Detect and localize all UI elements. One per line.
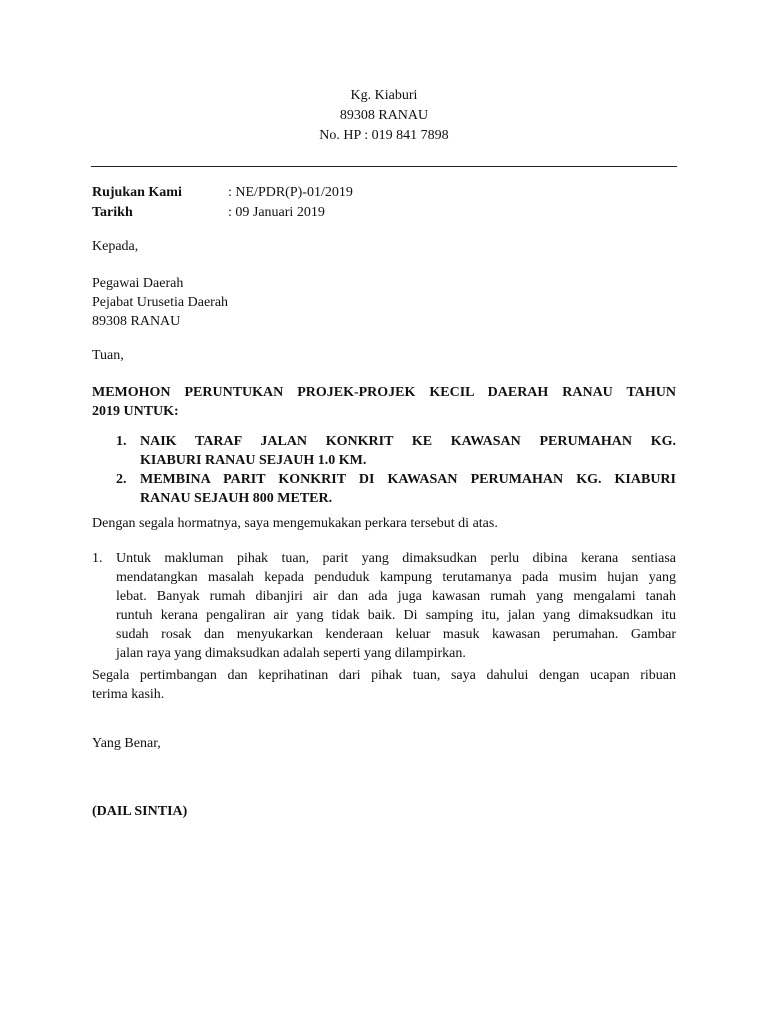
date-value: : 09 Januari 2019 — [228, 205, 325, 220]
closing-paragraph — [92, 666, 676, 704]
closing-line-2: terima kasih. — [92, 687, 165, 702]
subject-item-number: 1. — [116, 434, 127, 449]
recipient-address — [92, 274, 676, 331]
reference-row — [92, 183, 676, 203]
recipient-title: Pegawai Daerah — [92, 276, 184, 291]
sign-off: Yang Benar, — [92, 736, 161, 751]
reference-block — [92, 183, 676, 223]
closing-line-1: Segala pertimbangan dan keprihatinan dari pihak tuan, saya dahului dengan ucapan ribuan — [92, 668, 676, 683]
sender-village: Kg. Kiaburi — [350, 88, 418, 103]
subject-item-line: MEMBINA PARIT KONKRIT DI KAWASAN PERUMAHAN KG. KIABURI — [140, 472, 676, 487]
date-row — [92, 203, 676, 223]
header-divider — [91, 166, 677, 167]
subject-heading — [92, 383, 676, 421]
sender-postcode-town: 89308 RANAU — [339, 108, 429, 123]
subject-item-line: NAIK TARAF JALAN KONKRIT KE KAWASAN PERUMAHAN KG. — [140, 434, 676, 449]
body-line: sudah rosak dan menyukarkan kenderaan keluar masuk kawasan perumahan. Gambar — [116, 627, 676, 642]
recipient-office: Pejabat Urusetia Daerah — [92, 295, 229, 310]
date-label: Tarikh — [92, 205, 133, 220]
body-point — [92, 549, 676, 663]
recipient-greeting: Kepada, — [92, 239, 139, 254]
signatory-name: (DAIL SINTIA) — [92, 804, 188, 819]
subject-list-item — [92, 432, 676, 470]
body-point-number: 1. — [92, 551, 103, 566]
intro-paragraph: Dengan segala hormatnya, saya mengemukakan perkara tersebut di atas. — [92, 516, 498, 531]
sender-phone: No. HP : 019 841 7898 — [319, 128, 449, 143]
body-line: Untuk makluman pihak tuan, parit yang dimaksudkan perlu dibina kerana sentiasa — [116, 551, 676, 566]
subject-item-line: KIABURI RANAU SEJAUH 1.0 KM. — [140, 453, 367, 468]
body-line: runtuh kerana pengaliran air yang tidak baik. Di samping itu, jalan yang dimaksudkan itu — [116, 608, 676, 623]
reference-value: : NE/PDR(P)-01/2019 — [228, 185, 353, 200]
body-line: mendatangkan masalah kepada penduduk kampung terutamanya pada musim hujan yang — [116, 570, 676, 585]
subject-item-line: RANAU SEJAUH 800 METER. — [140, 491, 333, 506]
subject-line-1: MEMOHON PERUNTUKAN PROJEK-PROJEK KECIL DAERAH RANAU TAHUN — [92, 385, 676, 400]
body-line: jalan raya yang dimaksudkan adalah seperti yang dilampirkan. — [116, 646, 466, 661]
recipient-postcode-town: 89308 RANAU — [92, 314, 181, 329]
subject-list-item — [92, 470, 676, 508]
body-line: lebat. Banyak rumah dibanjiri air dan ada juga kawasan rumah yang mengalami tanah — [116, 589, 676, 604]
sender-address — [92, 86, 676, 146]
salutation: Tuan, — [92, 348, 124, 363]
subject-item-number: 2. — [116, 472, 127, 487]
letter-page — [92, 0, 676, 1024]
subject-line-2: 2019 UNTUK: — [92, 404, 179, 419]
reference-label: Rujukan Kami — [92, 185, 182, 200]
subject-list — [92, 432, 676, 508]
